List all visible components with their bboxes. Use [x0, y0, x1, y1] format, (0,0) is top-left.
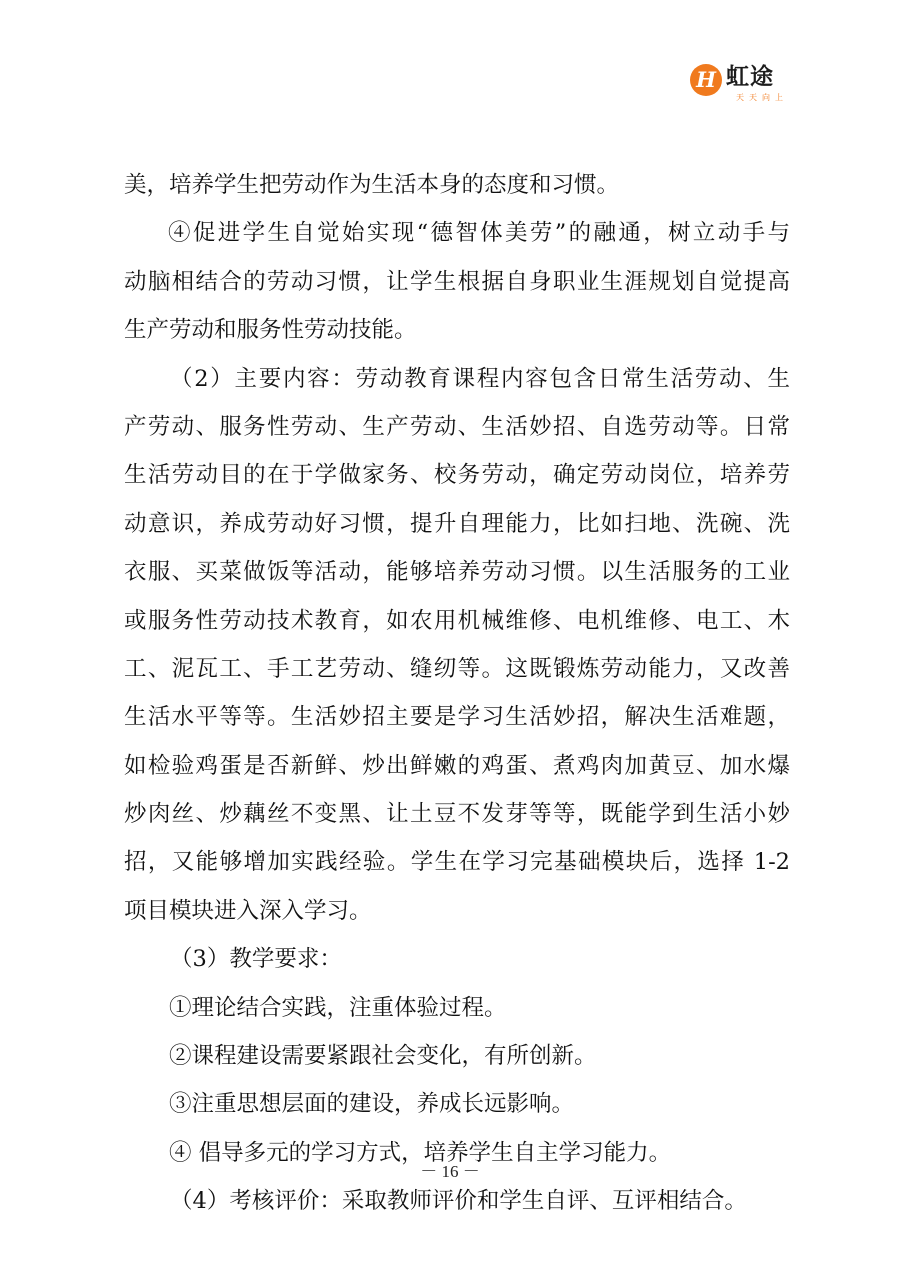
body-line: ④ 倡导多元的学习方式，培养学生自主学习能力。 [169, 1139, 672, 1166]
logo-slogan: 天天向上 [736, 93, 788, 102]
logo-name: 虹途 [726, 64, 774, 90]
body-line: ①理论结合实践，注重体验过程。 [169, 994, 507, 1021]
body-line: ③注重思想层面的建设，养成长远影响。 [169, 1091, 575, 1118]
logo-mark-letter: H [696, 67, 716, 92]
body-line: 如检验鸡蛋是否新鲜、炒出鲜嫩的鸡蛋、煮鸡肉加黄豆、加水爆 [124, 752, 790, 779]
body-line: （2）主要内容：劳动教育课程内容包含日常生活劳动、生 [170, 365, 790, 392]
document-body [124, 161, 790, 1226]
body-line: 炒肉丝、炒藕丝不变黑、让土豆不发芽等等，既能学到生活小妙 [124, 801, 790, 828]
body-line: 美，培养学生把劳动作为生活本身的态度和习惯。 [124, 172, 620, 198]
body-line: 生产劳动和服务性劳动技能。 [124, 317, 417, 344]
page-number: － 16 － [420, 1162, 480, 1181]
body-line: 招，又能够增加实践经验。学生在学习完基础模块后，选择 1-2 [124, 849, 790, 876]
body-line: 项目模块进入深入学习。 [124, 897, 372, 924]
body-line: （4）考核评价：采取教师评价和学生自评、互评相结合。 [170, 1188, 747, 1215]
brand-logo [690, 62, 802, 106]
body-line: ④促进学生自觉始实现“德智体美劳”的融通，树立动手与 [168, 220, 790, 247]
body-line: 衣服、买菜做饭等活动，能够培养劳动习惯。以生活服务的工业 [124, 559, 790, 586]
body-line: 产劳动、服务性劳动、生产劳动、生活妙招、自选劳动等。日常 [124, 413, 790, 440]
body-line: 动脑相结合的劳动习惯，让学生根据自身职业生涯规划自觉提高 [124, 268, 790, 295]
body-line: 生活水平等等。生活妙招主要是学习生活妙招，解决生活难题， [124, 704, 790, 731]
body-line: （3）教学要求： [170, 946, 342, 973]
body-line: 工、泥瓦工、手工艺劳动、缝纫等。这既锻炼劳动能力，又改善 [124, 655, 790, 682]
body-line: 生活劳动目的在于学做家务、校务劳动，确定劳动岗位，培养劳 [124, 462, 790, 489]
logo-mark-icon [690, 64, 722, 96]
body-line: 动意识，养成劳动好习惯，提升自理能力，比如扫地、洗碗、洗 [124, 510, 790, 537]
body-line: ②课程建设需要紧跟社会变化，有所创新。 [169, 1043, 597, 1070]
body-line: 或服务性劳动技术教育，如农用机械维修、电机维修、电工、木 [124, 607, 790, 634]
